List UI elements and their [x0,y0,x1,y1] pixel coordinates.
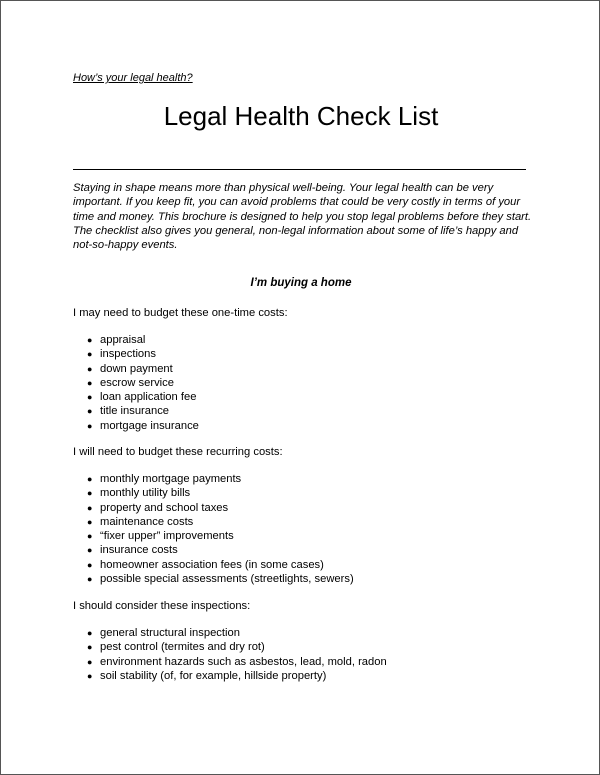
bullet-icon: ● [87,335,93,345]
list-item-text: loan application fee [100,391,197,404]
list-item [87,529,354,543]
list-item-text: “fixer upper” improvements [100,530,234,543]
section-title: I’m buying a home [250,277,352,289]
list-item [87,669,387,683]
group2-heading: I will need to budget these recurring costs: [73,446,283,458]
list-item [87,640,387,654]
list-item [87,419,199,433]
list-item-text: appraisal [100,334,146,346]
list-item-text: mortgage insurance [100,419,199,432]
list-item [87,362,199,376]
list-item [87,543,354,557]
group3-heading: I should consider these inspections: [73,600,251,612]
list-item [87,558,354,572]
page-title: Legal Health Check List [163,101,439,131]
list-item-text: inspections [100,348,156,361]
list-item-text: homeowner association fees (in some cases) [100,558,324,571]
bullet-icon: ● [87,531,93,542]
group1-list [87,333,199,433]
list-item-text: escrow service [100,376,174,389]
list-item [87,390,199,404]
list-item [87,515,354,529]
list-item-text: monthly mortgage payments [100,473,242,485]
intro-paragraph: Staying in shape means more than physical well-being. Your legal health can be very important. If you keep fit, you can avoid problems that could be very costly in terms of your time and money. This brochure is designed to help you stop legal problems before they start. The checklist also gives you general, non-legal information about some of life’s happy and not-so-happy events. [73,182,532,252]
list-item [87,572,354,586]
bullet-icon: ● [87,392,93,403]
list-item-text: insurance costs [100,544,178,557]
bullet-icon: ● [87,516,93,527]
bullet-icon: ● [87,545,93,556]
bullet-icon: ● [87,488,93,499]
list-item [87,472,354,486]
bullet-icon: ● [87,574,93,585]
bullet-icon: ● [87,377,93,388]
list-item [87,347,199,361]
list-item-text: monthly utility bills [100,487,191,500]
bullet-icon: ● [87,642,93,653]
kicker-text: How’s your legal health? [73,72,193,84]
bullet-icon: ● [87,406,93,417]
list-item [87,486,354,500]
list-item [87,626,387,640]
list-item-text: general structural inspection [100,627,240,639]
list-item-text: title insurance [100,405,170,418]
bullet-icon: ● [87,349,93,360]
bullet-icon: ● [87,628,93,638]
bullet-icon: ● [87,420,93,431]
list-item-text: property and school taxes [100,501,229,514]
list-item-text: down payment [100,362,173,375]
list-item [87,655,387,669]
bullet-icon: ● [87,656,93,667]
bullet-icon: ● [87,559,93,570]
bullet-icon: ● [87,502,93,513]
list-item [87,404,199,418]
group1-heading: I may need to budget these one-time costs: [73,307,288,319]
list-item-text: soil stability (of, for example, hillside property) [100,669,327,682]
list-item-text: possible special assessments (streetlights, sewers) [100,573,354,586]
list-item [87,501,354,515]
list-item-text: pest control (termites and dry rot) [100,641,265,654]
bullet-icon: ● [87,670,93,681]
group3-list [87,626,387,683]
bullet-icon: ● [87,363,93,374]
list-item [87,333,199,347]
list-item [87,376,199,390]
bullet-icon: ● [87,474,93,484]
list-item-text: environment hazards such as asbestos, lead, mold, radon [100,655,387,668]
group2-list [87,472,354,586]
title-divider [73,169,526,170]
list-item-text: maintenance costs [100,515,194,528]
